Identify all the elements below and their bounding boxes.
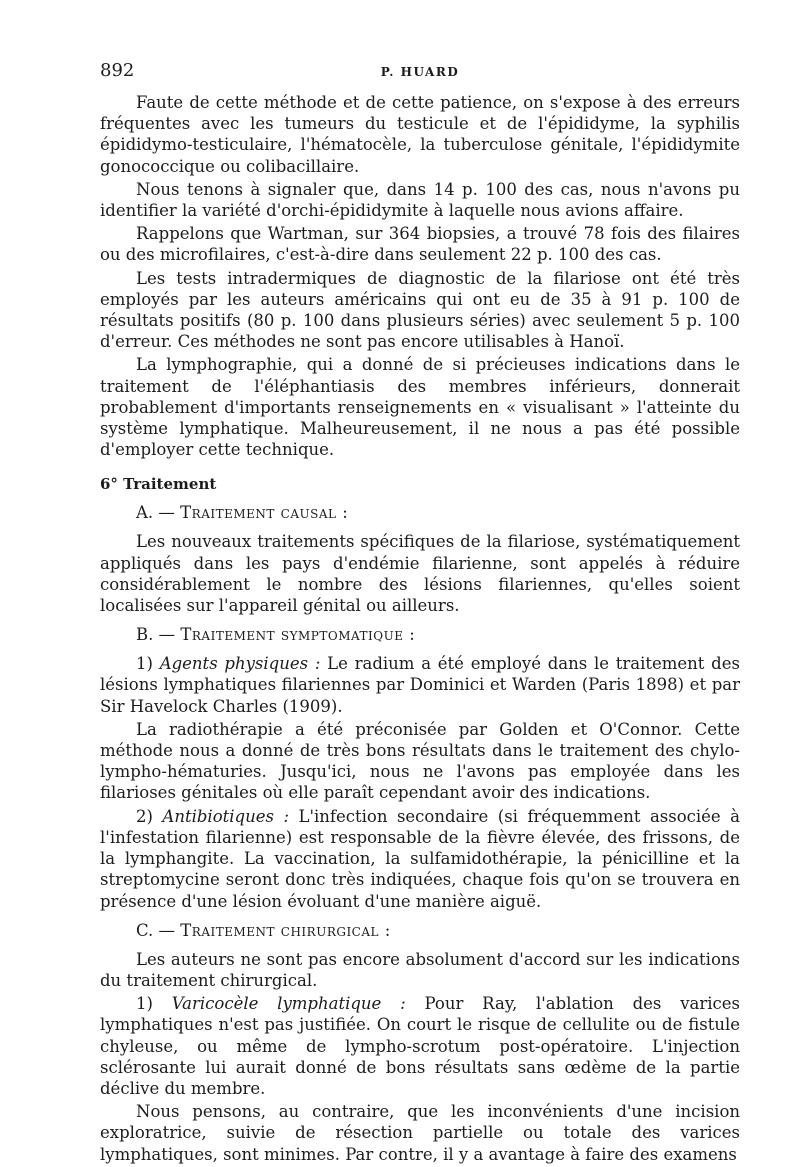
paragraph [100,993,740,1099]
inline-title: Agents physiques : [159,654,321,674]
page-content [100,60,740,1165]
subheading-a [136,502,740,523]
paragraph-text: Le radium a été employé dans le traitement des lésions lymphatiques filariennes par Dominici et Warden (Paris 1898) et par Sir Havelock Charles (1909). [100,654,740,716]
list-number: 1) [136,994,172,1014]
paragraph-text: Pour Ray, l'ablation des varices lymphatiques n'est pas justifiée. On court le risque de cellulite ou de fistule chyleuse, ou même de lympho-scrotum post-opératoire. L'injection sclérosante lui aurait donné de bons résultats sans œdème de la partie déclive du membre. [100,994,740,1098]
paragraph: Faute de cette méthode et de cette patience, on s'expose à des erreurs fréquentes avec les tumeurs du testicule et de l'épididyme, la syphilis épididymo-testiculaire, l'hématocèle, la tuberculose génitale, l'épididymite gonococcique ou colibacillaire. [100,93,740,176]
section-heading: 6° Traitement [100,475,217,494]
subheading-label: Traitement chirurgical : [180,920,391,940]
list-number: 2) [136,806,163,826]
paragraph: Nous tenons à signaler que, dans 14 p. 100 des cas, nous n'avons pu identifier la variété d'orchi-épididymite à laquelle nous avions affaire. [100,179,740,221]
running-head: P. HUARD [380,65,460,79]
paragraph [100,806,740,912]
paragraph: La radiothérapie a été préconisée par Golden et O'Connor. Cette méthode nous a donné de très bons résultats dans le traitement des chylo-lympho-hématuries. Jusqu'ici, nous ne l'avons pas employée dans les filarioses génitales où elle paraît cependant avoir des indications. [100,719,740,803]
paragraph: La lymphographie, qui a donné de si précieuses indications dans le traitement de l'éléphantiasis des membres inférieurs, donnerait probablement d'importants renseignements en « visualisant » l'atteinte du système lymphatique. Malheureusement, il ne nous a pas été possible d'employer cette technique. [100,355,740,460]
subheading-label: Traitement symptomatique : [180,625,416,645]
inline-title: Antibiotiques : [162,806,290,826]
inline-title: Varicocèle lymphatique : [171,994,406,1014]
paragraph: Rappelons que Wartman, sur 364 biopsies, a trouvé 78 fois des filaires ou des microfilaires, c'est-à-dire dans seulement 22 p. 100 des cas. [100,224,740,265]
page-number: 892 [100,60,135,81]
subheading-prefix: A. — [136,503,181,523]
list-number: 1) [136,654,160,674]
paragraph: Les nouveaux traitements spécifiques de la filariose, systématiquement appliqués dans les pays d'endémie filarienne, sont appelés à réduire considérablement le nombre des lésions filariennes, qu'elles soient localisées sur l'appareil génital ou ailleurs. [100,532,740,616]
subheading-label: Traitement causal : [180,503,349,523]
paragraph [100,653,740,717]
page-header [100,60,740,88]
paragraph-text: L'infection secondaire (si fréquemment associée à l'infestation filarienne) est responsable de la fièvre élevée, des frissons, de la lymphangite. La vaccination, la sulfamidothérapie, la pénicilline et la streptomycine seront donc très indiquées, chaque fois qu'on se trouvera en présence d'une lésion évoluant d'une manière aiguë. [100,806,741,911]
subheading-prefix: B. — [136,625,181,645]
subheading-c [136,920,740,941]
subheading-b [136,624,740,645]
paragraph: Nous pensons, au contraire, que les inconvénients d'une incision exploratrice, suivie de résection partielle ou totale des varices lymphatiques, sont minimes. Par contre, il y a avantage à faire des examens [100,1102,740,1164]
paragraph: Les tests intradermiques de diagnostic de la filariose ont été très employés par les auteurs américains qui ont eu de 35 à 91 p. 100 de résultats positifs (80 p. 100 dans plusieurs séries) avec seulement 5 p. 100 d'erreur. Ces méthodes ne sont pas encore utilisables à Hanoï. [100,268,740,352]
paragraph: Les auteurs ne sont pas encore absolument d'accord sur les indications du traitement chirurgical. [100,949,740,990]
subheading-prefix: C. — [136,920,181,940]
